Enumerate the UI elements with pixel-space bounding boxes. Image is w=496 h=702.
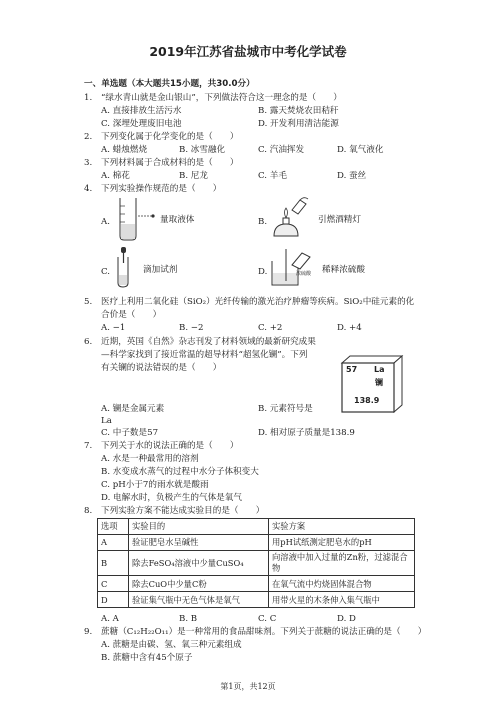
q5-option-b: B. −2 [179, 323, 204, 333]
q2-option-c: C. 汽油挥发 [258, 145, 305, 155]
table-cell: B [98, 551, 129, 576]
q7-option-a: A. 水是一种最常用的溶剂 [101, 454, 199, 464]
q4-option-d: D. [258, 267, 268, 277]
table-header-row [98, 519, 415, 535]
table-cell: 验证集气瓶中无色气体是氧气 [129, 592, 269, 608]
q1-option-a: A. 直接排放生活污水 [101, 106, 182, 116]
q7-stem: 下列关于水的说法正确的是（ ） [101, 441, 239, 451]
q6-stem-line1: 近期，英国《自然》杂志刊发了材料领域的最新研究成果 [101, 337, 316, 347]
q2-option-d: D. 氧气液化 [337, 145, 384, 155]
q7-number: 7. [84, 441, 93, 451]
q2-stem: 下列变化属于化学变化的是（ ） [101, 132, 239, 142]
q7-option-c: C. pH小于7的雨水就是酸雨 [101, 480, 209, 490]
q4-option-c: C. [101, 267, 111, 277]
table-row [98, 535, 415, 551]
q8-option-a: A. A [101, 614, 119, 624]
q6-option-b: B. 元素符号是 [258, 404, 313, 414]
q5-stem-line1: 医疗上利用二氧化硅（SiO₂）光纤传输的激光治疗肿瘤等疾病。SiO₂中硅元素的化 [101, 297, 415, 307]
q9-option-a: A. 蔗糖是由碳、氢、氧三种元素组成 [101, 640, 242, 650]
table-cell: 用带火星的木条伸入集气瓶中 [269, 592, 415, 608]
q2-option-a: A. 蜡烛燃烧 [101, 145, 148, 155]
q4-option-b: B. [258, 217, 268, 227]
table-row [98, 551, 415, 576]
q4-a-caption: 量取液体 [160, 215, 195, 225]
table-cell: 在氧气流中灼烧固体混合物 [269, 576, 415, 592]
q5-option-c: C. +2 [258, 323, 283, 333]
dropper-figure [112, 245, 138, 289]
dilute-acid-figure [268, 245, 316, 289]
q4-b-caption: 引燃酒精灯 [318, 215, 361, 225]
table-cell: 验证肥皂水呈碱性 [129, 535, 269, 551]
table-header-cell: 实验目的 [129, 519, 269, 535]
q1-number: 1. [84, 93, 93, 103]
q1-option-c: C. 深埋处理废旧电池 [101, 119, 182, 129]
q4-c-caption: 滴加试剂 [143, 265, 178, 275]
table-cell: 向溶液中加入过量的Zn粉，过滤混合物 [269, 551, 415, 576]
q2-number: 2. [84, 132, 93, 142]
q8-option-c: C. C [258, 614, 277, 624]
element-symbol: La [374, 365, 385, 374]
q6-option-a: A. 镧是金属元素 [101, 404, 165, 414]
table-cell: D [98, 592, 129, 608]
graduated-cylinder-figure [112, 196, 157, 242]
q8-option-b: B. B [179, 614, 198, 624]
q9-option-b: B. 蔗糖中含有45个原子 [101, 653, 193, 663]
table-header-cell: 选项 [98, 519, 129, 535]
q7-option-b: B. 水变成水蒸气的过程中水分子体积变大 [101, 467, 259, 477]
table-cell: 用pH试纸测定肥皂水的pH [269, 535, 415, 551]
q3-option-a: A. 棉花 [101, 171, 130, 181]
table-row [98, 576, 415, 592]
atomic-number: 57 [346, 365, 358, 374]
q8-option-d: D. D [337, 614, 356, 624]
q6-stem-line2: —科学家找到了接近常温的超导材料“超氢化镧”。下列 [101, 350, 308, 360]
q4-number: 4. [84, 184, 93, 194]
q3-option-b: B. 尼龙 [179, 171, 208, 181]
q5-option-d: D. +4 [337, 323, 362, 333]
q5-number: 5. [84, 297, 93, 307]
section-heading: 一、单选题（本大题共15小题，共30.0分） [84, 79, 255, 89]
experiment-table [97, 518, 415, 608]
q6-option-b-cont: La [101, 416, 112, 426]
q3-stem: 下列材料属于合成材料的是（ ） [101, 158, 239, 168]
q4-stem: 下列实验操作规范的是（ ） [101, 184, 222, 194]
table-cell: C [98, 576, 129, 592]
q7-option-d: D. 电解水时，负极产生的气体是氧气 [101, 493, 242, 503]
q5-stem-line2: 合价是（ ） [101, 310, 162, 320]
q6-stem-line3: 有关镧的说法错误的是（ ） [101, 363, 222, 373]
atomic-mass: 138.9 [354, 396, 380, 405]
table-row [98, 592, 415, 608]
q9-number: 9. [84, 627, 93, 637]
q5-option-a: A. −1 [101, 323, 126, 333]
q1-option-b: B. 露天焚烧农田秸秆 [258, 106, 339, 116]
q1-option-d: D. 开发利用清洁能源 [258, 119, 339, 129]
table-cell: 除去CuO中少量C粉 [129, 576, 269, 592]
q9-stem: 蔗糖（C₁₂H₂₂O₁₁）是一种常用的食品甜味剂。下列关于蔗糖的说法正确的是（ ） [101, 627, 427, 637]
q4-option-a: A. [101, 217, 110, 227]
table-cell: 除去FeSO₄溶液中少量CuSO₄ [129, 551, 269, 576]
periodic-cell-figure [340, 355, 404, 413]
page-footer: 第1页，共12页 [220, 682, 276, 691]
q2-option-b: B. 冰雪融化 [179, 145, 226, 155]
q1-stem: “绿水青山就是金山银山”，下列做法符合这一理念的是（ ） [101, 93, 342, 103]
q3-option-d: D. 蚕丝 [337, 171, 367, 181]
q6-number: 6. [84, 337, 93, 347]
q3-option-c: C. 羊毛 [258, 171, 287, 181]
element-name: 镧 [375, 377, 383, 387]
q8-stem: 下列实验方案不能达成实验目的是（ ） [101, 506, 265, 516]
q6-option-d: D. 相对原子质量是138.9 [258, 428, 355, 438]
q6-option-c: C. 中子数是57 [101, 428, 159, 438]
acid-bottle-label: 浓硫酸 [296, 271, 312, 277]
q8-number: 8. [84, 506, 93, 516]
table-header-cell: 实验方案 [269, 519, 415, 535]
alcohol-lamp-figure [270, 196, 312, 242]
q4-d-caption: 稀释浓硫酸 [322, 265, 365, 275]
q3-number: 3. [84, 158, 93, 168]
table-cell: A [98, 535, 129, 551]
page-title: 2019年江苏省盐城市中考化学试卷 [149, 44, 347, 59]
